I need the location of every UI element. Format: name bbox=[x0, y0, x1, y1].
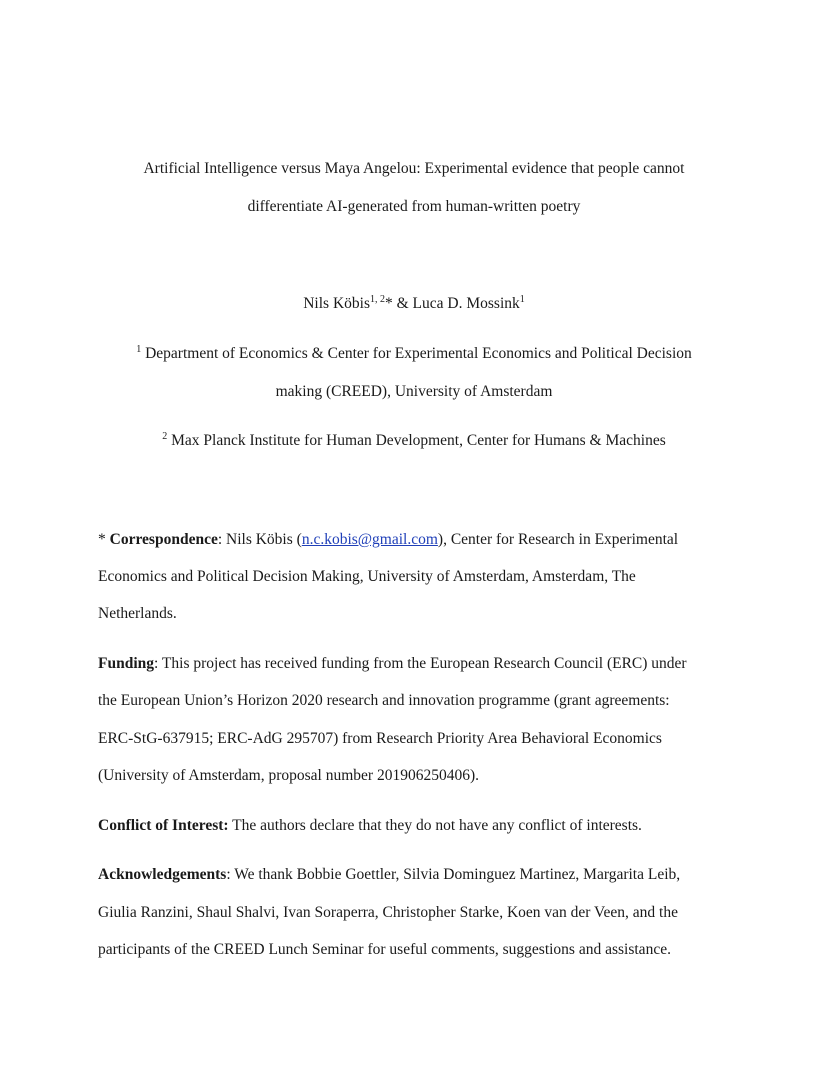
affiliation-1-line-2: making (CREED), University of Amsterdam bbox=[275, 383, 553, 400]
title-line-1: Artificial Intelligence versus Maya Angelou: Experimental evidence that people cannot bbox=[143, 160, 685, 177]
acknowledgements-line-2: Giulia Ranzini, Shaul Shalvi, Ivan Soraperra, Christopher Starke, Koen van der Veen, and the bbox=[98, 904, 678, 921]
corresponding-marker: * bbox=[384, 295, 393, 312]
correspondence-line-2: Economics and Political Decision Making, University of Amsterdam, Amsterdam, The bbox=[98, 568, 636, 585]
affiliation-text: Max Planck Institute for Human Development, Center for Humans & Machines bbox=[171, 432, 666, 449]
funding-line-4: (University of Amsterdam, proposal number 201906250406). bbox=[98, 767, 479, 784]
correspondence-email-link[interactable]: n.c.kobis@gmail.com bbox=[301, 531, 438, 548]
funding-text: : This project has received funding from the European Research Council (ERC) under bbox=[154, 655, 687, 672]
author-affiliation-marker: 1 bbox=[519, 294, 525, 305]
author-list bbox=[0, 295, 828, 313]
correspondence-text: ), Center for Research in Experimental bbox=[437, 531, 679, 548]
affiliation-2 bbox=[0, 432, 828, 450]
affiliation-number: 1 bbox=[136, 344, 142, 355]
author-separator: & bbox=[392, 295, 413, 312]
acknowledgements-line-3: participants of the CREED Lunch Seminar for useful comments, suggestions and assistance. bbox=[98, 941, 671, 958]
acknowledgements-line-1 bbox=[98, 866, 680, 884]
correspondence-text: : Nils Köbis ( bbox=[217, 531, 302, 548]
author-name: Luca D. Mossink bbox=[412, 295, 520, 312]
conflict-text: The authors declare that they do not have any conflict of interests. bbox=[228, 817, 642, 834]
acknowledgements-label: Acknowledgements bbox=[98, 866, 227, 883]
correspondence-label: Correspondence bbox=[109, 531, 218, 548]
correspondence-star: * bbox=[98, 531, 110, 548]
title-line-2: differentiate AI-generated from human-written poetry bbox=[247, 198, 581, 215]
affiliation-text: Department of Economics & Center for Experimental Economics and Political Decision bbox=[145, 345, 692, 362]
affiliation-1-line-1 bbox=[0, 345, 828, 363]
funding-label: Funding bbox=[98, 655, 155, 672]
correspondence-line-1 bbox=[98, 531, 678, 549]
affiliation-number: 2 bbox=[162, 431, 168, 442]
conflict-label: Conflict of Interest: bbox=[98, 817, 229, 834]
author-affiliation-marker: 1, 2 bbox=[369, 294, 385, 305]
conflict-of-interest bbox=[98, 817, 642, 835]
author-name: Nils Köbis bbox=[303, 295, 370, 312]
correspondence-line-3: Netherlands. bbox=[98, 605, 177, 622]
acknowledgements-text: : We thank Bobbie Goettler, Silvia Dominguez Martinez, Margarita Leib, bbox=[226, 866, 681, 883]
funding-line-3: ERC-StG-637915; ERC-AdG 295707) from Research Priority Area Behavioral Economics bbox=[98, 730, 662, 747]
funding-line-2: the European Union’s Horizon 2020 research and innovation programme (grant agreements: bbox=[98, 692, 670, 709]
funding-line-1 bbox=[98, 655, 687, 673]
